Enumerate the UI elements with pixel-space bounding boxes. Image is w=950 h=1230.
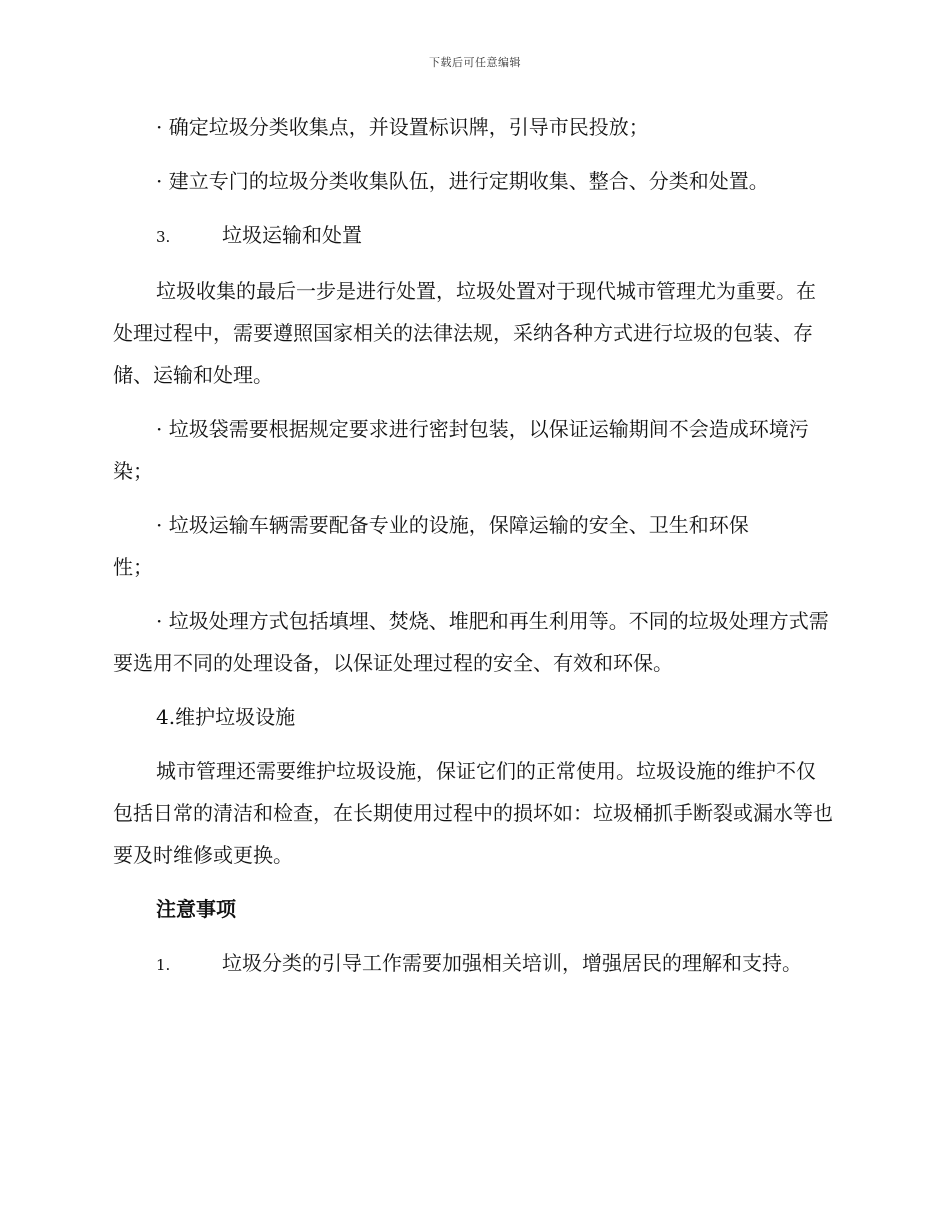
bullet-collection-points: · 确定垃圾分类收集点，并设置标识牌，引导市民投放； bbox=[156, 115, 649, 139]
notes-heading: 注意事项 bbox=[156, 897, 236, 921]
note-number: 1. bbox=[156, 956, 171, 974]
section-heading-transport bbox=[113, 214, 833, 258]
bullet-transport-vehicles bbox=[113, 504, 833, 588]
page-header: 下载后可任意编辑 bbox=[429, 56, 521, 69]
paragraph-disposal: 垃圾收集的最后一步是进行处置，垃圾处置对于现代城市管理尤为重要。在处理过程中，需要遵照国家相关的法律法规，采纳各种方式进行垃圾的包装、存储、运输和处理。 bbox=[113, 279, 816, 387]
bullet-disposal-methods: · 垃圾处理方式包括填埋、焚烧、堆肥和再生利用等。不同的垃圾处理方式需要选用不同的处理设备，以保证处理过程的安全、有效和环保。 bbox=[113, 609, 829, 675]
note-text: 垃圾分类的引导工作需要加强相关培训，增强居民的理解和支持。 bbox=[222, 951, 802, 975]
section-heading-maintenance: 4.维护垃圾设施 bbox=[156, 705, 296, 729]
section-number: 3. bbox=[156, 228, 171, 246]
note-item-1 bbox=[113, 942, 833, 986]
bullet-line-2: 性； bbox=[113, 555, 153, 579]
bullet-line-1: · 垃圾运输车辆需要配备专业的设施，保障运输的安全、卫生和环保 bbox=[156, 513, 749, 537]
bullet-garbage-bags: · 垃圾袋需要根据规定要求进行密封包装，以保证运输期间不会造成环境污染； bbox=[113, 417, 809, 483]
section-title: 垃圾运输和处置 bbox=[222, 223, 362, 247]
document-body bbox=[113, 106, 833, 986]
paragraph-maintenance: 城市管理还需要维护垃圾设施，保证它们的正常使用。垃圾设施的维护不仅包括日常的清洁和检查，在长期使用过程中的损坏如：垃圾桶抓手断裂或漏水等也要及时维修或更换。 bbox=[113, 759, 833, 867]
bullet-collection-team: · 建立专门的垃圾分类收集队伍，进行定期收集、整合、分类和处置。 bbox=[156, 169, 769, 193]
